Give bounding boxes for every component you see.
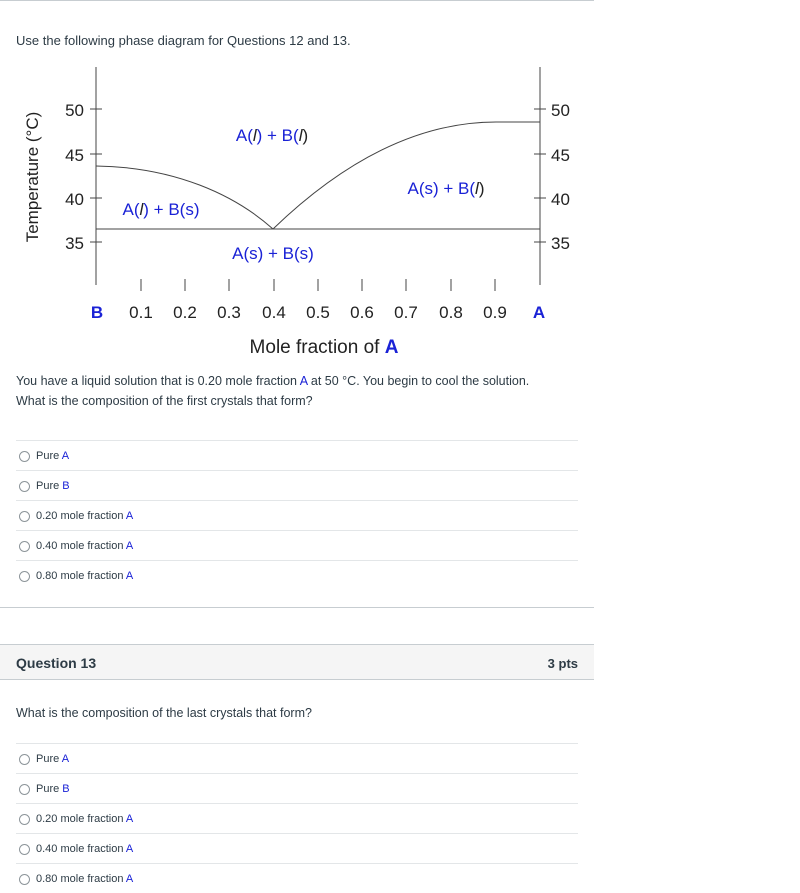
x-tick-label: 0.2 [173, 303, 197, 322]
answer-option[interactable]: Pure A [16, 440, 578, 470]
radio-button[interactable] [19, 571, 30, 582]
question-13-header [0, 644, 594, 680]
radio-button[interactable] [19, 541, 30, 552]
y-tick-label-left: 45 [65, 146, 84, 165]
question-13-prompt: What is the composition of the last crystals that form? [16, 706, 312, 720]
question-points: 3 pts [547, 656, 578, 671]
x-tick-label: 0.4 [262, 303, 286, 322]
x-tick-label-b: B [90, 303, 104, 322]
x-tick-label: 0.1 [129, 303, 153, 322]
region-label-right: A(s) + B(l) [407, 179, 485, 198]
radio-button[interactable] [19, 784, 30, 795]
liquidus-right-curve [273, 122, 540, 229]
x-tick-label: 0.9 [483, 303, 507, 322]
answer-option[interactable]: 0.20 mole fraction A [16, 500, 578, 530]
question-12-prompt: You have a liquid solution that is 0.20 mole fraction A at 50 °C. You begin to cool the solution. What is the composition of the first crystals that form? [16, 374, 530, 408]
y-tick-label-right: 35 [551, 234, 570, 253]
y-tick-label-left: 35 [65, 234, 84, 253]
answer-option[interactable]: 0.20 mole fraction A [16, 803, 578, 833]
radio-button[interactable] [19, 874, 30, 885]
radio-button[interactable] [19, 451, 30, 462]
x-ticks [141, 279, 495, 291]
question-13-answers [16, 743, 578, 893]
phase-diagram [0, 55, 600, 370]
y-axis-label: Temperature (°C) [23, 111, 42, 243]
y-tick-label-left: 40 [65, 190, 84, 209]
region-label-left: A(l) + B(s) [122, 200, 200, 219]
region-label-liquid: A(l) + B(l) [235, 126, 309, 145]
x-tick-label: 0.3 [217, 303, 241, 322]
region-label-solid: A(s) + B(s) [232, 244, 314, 263]
x-tick-label: 0.8 [439, 303, 463, 322]
radio-button[interactable] [19, 844, 30, 855]
answer-option[interactable]: 0.40 mole fraction A [16, 833, 578, 863]
answer-option[interactable]: 0.80 mole fraction A [16, 560, 578, 590]
x-tick-label-a: A [532, 303, 546, 322]
answer-option[interactable]: Pure B [16, 470, 578, 500]
y-tick-label-right: 40 [551, 190, 570, 209]
y-tick-label-left: 50 [65, 101, 84, 120]
question-title: Question 13 [16, 655, 97, 671]
top-divider [0, 0, 594, 1]
y-tick-label-right: 50 [551, 101, 570, 120]
radio-button[interactable] [19, 754, 30, 765]
liquidus-left-curve [96, 166, 273, 229]
x-tick-label: 0.6 [350, 303, 374, 322]
answer-option[interactable]: Pure A [16, 743, 578, 773]
radio-button[interactable] [19, 511, 30, 522]
answer-option[interactable]: Pure B [16, 773, 578, 803]
y-tick-label-right: 45 [551, 146, 570, 165]
intro-text: Use the following phase diagram for Questions 12 and 13. [16, 33, 351, 48]
answer-option[interactable]: 0.80 mole fraction A [16, 863, 578, 893]
answer-option[interactable]: 0.40 mole fraction A [16, 530, 578, 560]
question-divider [0, 607, 594, 608]
x-tick-label: 0.7 [394, 303, 418, 322]
radio-button[interactable] [19, 814, 30, 825]
radio-button[interactable] [19, 481, 30, 492]
x-tick-label: 0.5 [306, 303, 330, 322]
x-axis-label: Mole fraction of A [249, 337, 399, 358]
question-12-answers [16, 440, 578, 590]
